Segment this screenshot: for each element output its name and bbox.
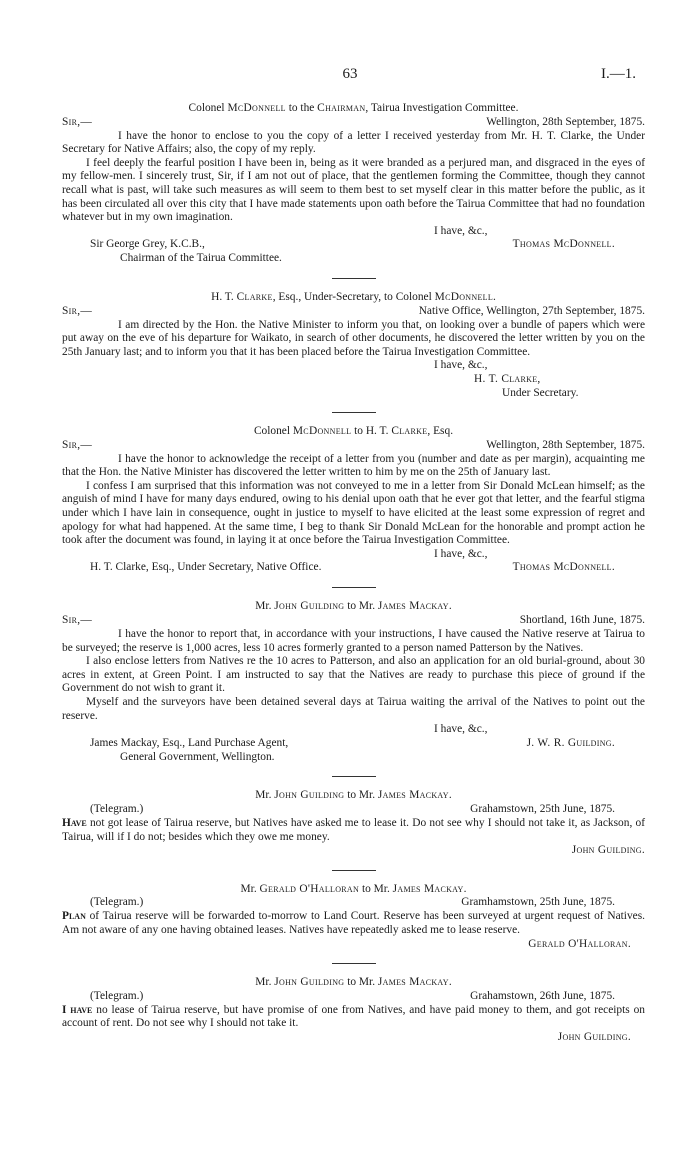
letter-heading: H. T. Clarke, Esq., Under-Secretary, to Colonel McDonnell. <box>211 290 496 303</box>
letter-4 <box>62 600 645 764</box>
signature: Thomas McDonnell. <box>512 561 615 574</box>
section-divider <box>332 776 376 777</box>
salutation: Sir,— <box>62 304 93 317</box>
section-divider <box>332 412 376 413</box>
paragraph: Plan of Tairua reserve will be forwarded to-morrow to Land Court. Reserve has been surveyed at urgent request of Natives. Am not aware of any one having obtained leases. Natives have repeatedly asked me to lease reserve. <box>62 910 645 936</box>
letter-heading: Mr. Gerald O'Halloran to Mr. James Mackay. <box>240 882 467 895</box>
signature: John Guilding. <box>571 844 645 857</box>
dateline: Wellington, 28th September, 1875. <box>486 438 645 451</box>
paragraph: Have not got lease of Tairua reserve, but Natives have asked me to lease it. Do not see why I should not take it, as Jackson, of Tairua, will if I do not; besides which they owe me money. <box>62 816 645 843</box>
salutation: Sir,— <box>62 115 93 128</box>
letter-heading: Mr. John Guilding to Mr. James Mackay. <box>255 976 452 989</box>
telegram-label: (Telegram.) <box>90 896 144 909</box>
addressee: James Mackay, Esq., Land Purchase Agent, <box>90 736 289 749</box>
paragraph: I have no lease of Tairua reserve, but have promise of one from Natives, and have paid money to them, and got receipts on account of rent. Do not see why I should not take it. <box>62 1003 645 1030</box>
page-body <box>62 102 645 1045</box>
letter-heading: Mr. John Guilding to Mr. James Mackay. <box>255 600 452 613</box>
telegram-2 <box>62 883 645 951</box>
paragraph: I have the honor to enclose to you the copy of a letter I received yesterday from Mr. H. T. Clarke, the Under Secretary for Native Affairs; also, the copy of my reply. <box>62 129 645 156</box>
letter-3 <box>62 425 645 575</box>
paragraph: I also enclose letters from Natives re the 10 acres to Patterson, and also an application for an old burial-ground, about 30 acres in extent, at Green Point. I am instructed to say that the Natives are ready to purchase this piece of ground if the Government do not wish to grant it. <box>62 655 645 695</box>
section-divider <box>332 278 376 279</box>
telegram-label: (Telegram.) <box>90 802 144 815</box>
signature-title: Under Secretary. <box>502 386 579 399</box>
signature: Thomas McDonnell. <box>512 238 615 251</box>
dateline: Gramhamstown, 25th June, 1875. <box>461 896 615 909</box>
letter-2 <box>62 291 645 400</box>
paragraph: Myself and the surveyors have been detained several days at Tairua waiting the arrival of the Natives to point out the reserve. <box>62 696 645 722</box>
page-reference: I.—1. <box>601 66 636 82</box>
signature: H. T. Clarke, <box>474 372 541 385</box>
signature: John Guilding. <box>557 1030 631 1043</box>
addressee-title: Chairman of the Tairua Committee. <box>120 252 282 265</box>
telegram-1 <box>62 789 645 857</box>
dateline: Grahamstown, 26th June, 1875. <box>470 989 615 1002</box>
letter-1 <box>62 102 645 266</box>
closing: I have, &c., <box>434 224 488 237</box>
salutation: Sir,— <box>62 614 93 627</box>
addressee: H. T. Clarke, Esq., Under Secretary, Native Office. <box>90 561 322 574</box>
section-divider <box>332 870 376 871</box>
addressee-title: General Government, Wellington. <box>120 750 275 763</box>
letter-heading: Colonel McDonnell to the Chairman, Tairua Investigation Committee. <box>188 102 519 114</box>
letter-heading: Mr. John Guilding to Mr. James Mackay. <box>255 789 452 802</box>
paragraph: I feel deeply the fearful position I have been in, being as it were branded as a perjured man, and disgraced in the eyes of my fellow-men. I sincerely trust, Sir, if I am not out of place, that the gentlemen forming the Committee, though they cannot recall what is past, will take such measures as will seem to them best to set myself clear in this matter before the public, as it has been circulated all over this city that I have made statements upon oath before the Tairua Committee that had no foundation whatever but in my own imagination. <box>62 156 645 224</box>
paragraph: I confess I am surprised that this information was not conveyed to me in a letter from Sir Donald McLean himself; as the anguish of mind I have for many days endured, owing to his denial upon oath that he ever got that letter, and the fearful stigma under which I have lain in consequence, ought in justice to myself to have elicited at the least some expression of regret and apology for what had happened. At the same time, I beg to thank Sir Donald McLean for the honorable and prompt action he took after the document was found, in laying it at once before the Tairua Investigation Committee. <box>62 479 645 547</box>
telegram-3 <box>62 976 645 1044</box>
signature: Gerald O'Halloran. <box>528 937 631 950</box>
section-divider <box>332 587 376 588</box>
telegram-label: (Telegram.) <box>90 989 144 1002</box>
closing: I have, &c., <box>434 359 488 372</box>
letter-heading: Colonel McDonnell to H. T. Clarke, Esq. <box>253 425 454 438</box>
dateline: Wellington, 28th September, 1875. <box>486 115 645 128</box>
paragraph: I am directed by the Hon. the Native Minister to inform you that, on looking over a bundle of papers which were put away on the eve of his departure for Waikato, in search of other documents, he discovered the letter written by you on the 25th January last; and to inform you that it has been placed before the Tairua Investigation Committee. <box>62 318 645 358</box>
salutation: Sir,— <box>62 438 93 451</box>
dateline: Grahamstown, 25th June, 1875. <box>470 802 615 815</box>
addressee: Sir George Grey, K.C.B., <box>90 238 205 251</box>
paragraph: I have the honor to acknowledge the receipt of a letter from you (number and date as per margin), acquainting me that the Hon. the Native Minister has discovered the letter written to him by me on the 25th of January last. <box>62 452 645 479</box>
signature: J. W. R. Guilding. <box>526 736 615 749</box>
section-divider <box>332 963 376 964</box>
page-number: 63 <box>342 66 358 82</box>
dateline: Native Office, Wellington, 27th September, 1875. <box>418 304 645 317</box>
paragraph: I have the honor to report that, in accordance with your instructions, I have caused the Native reserve at Tairua to be surveyed; the reserve is 1,000 acres, less 10 acres formerly granted to a person named Patterson by the Natives. <box>62 628 645 654</box>
closing: I have, &c., <box>434 723 488 736</box>
dateline: Shortland, 16th June, 1875. <box>519 614 645 627</box>
closing: I have, &c., <box>434 547 488 560</box>
